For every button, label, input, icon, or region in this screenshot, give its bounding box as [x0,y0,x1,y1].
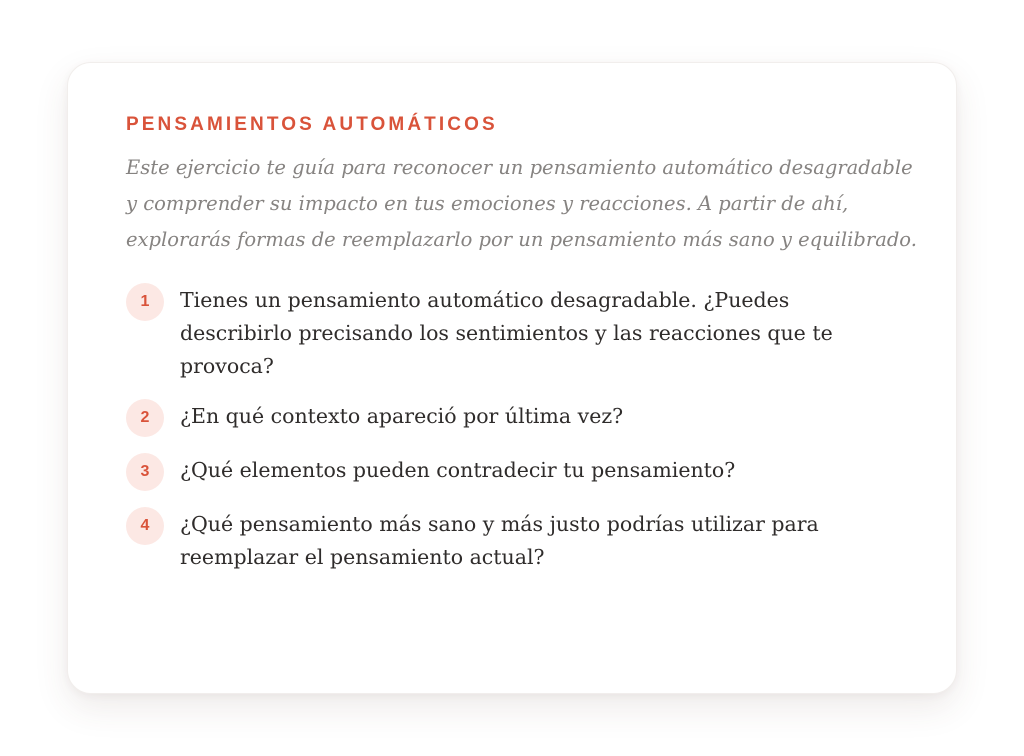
step-item [126,512,898,574]
step-text: Tienes un pensamiento automático desagradable. ¿Puedes describirlo precisando los sentimientos y las reacciones que te provoca? [180,288,833,378]
step-item [126,458,898,491]
exercise-card [67,62,957,694]
step-text: ¿En qué contexto apareció por última vez? [180,404,624,428]
step-list [126,288,898,574]
step-text: ¿Qué pensamiento más sano y más justo podrías utilizar para reemplazar el pensamiento actual? [180,512,819,569]
exercise-intro: Este ejercicio te guía para reconocer un pensamiento automático desagradable y comprender su impacto en tus emociones y reacciones. A partir de ahí, explorarás formas de reemplazarlo por un pensamiento más sano y equilibrado. [126,156,917,251]
exercise-title: PENSAMIENTOS AUTOMÁTICOS [126,114,498,135]
step-number-badge: 3 [126,453,164,491]
step-number-badge: 4 [126,507,164,545]
step-number-badge: 2 [126,399,164,437]
step-item [126,288,898,383]
step-item [126,404,898,437]
step-number-badge: 1 [126,283,164,321]
step-text: ¿Qué elementos pueden contradecir tu pensamiento? [180,458,736,482]
